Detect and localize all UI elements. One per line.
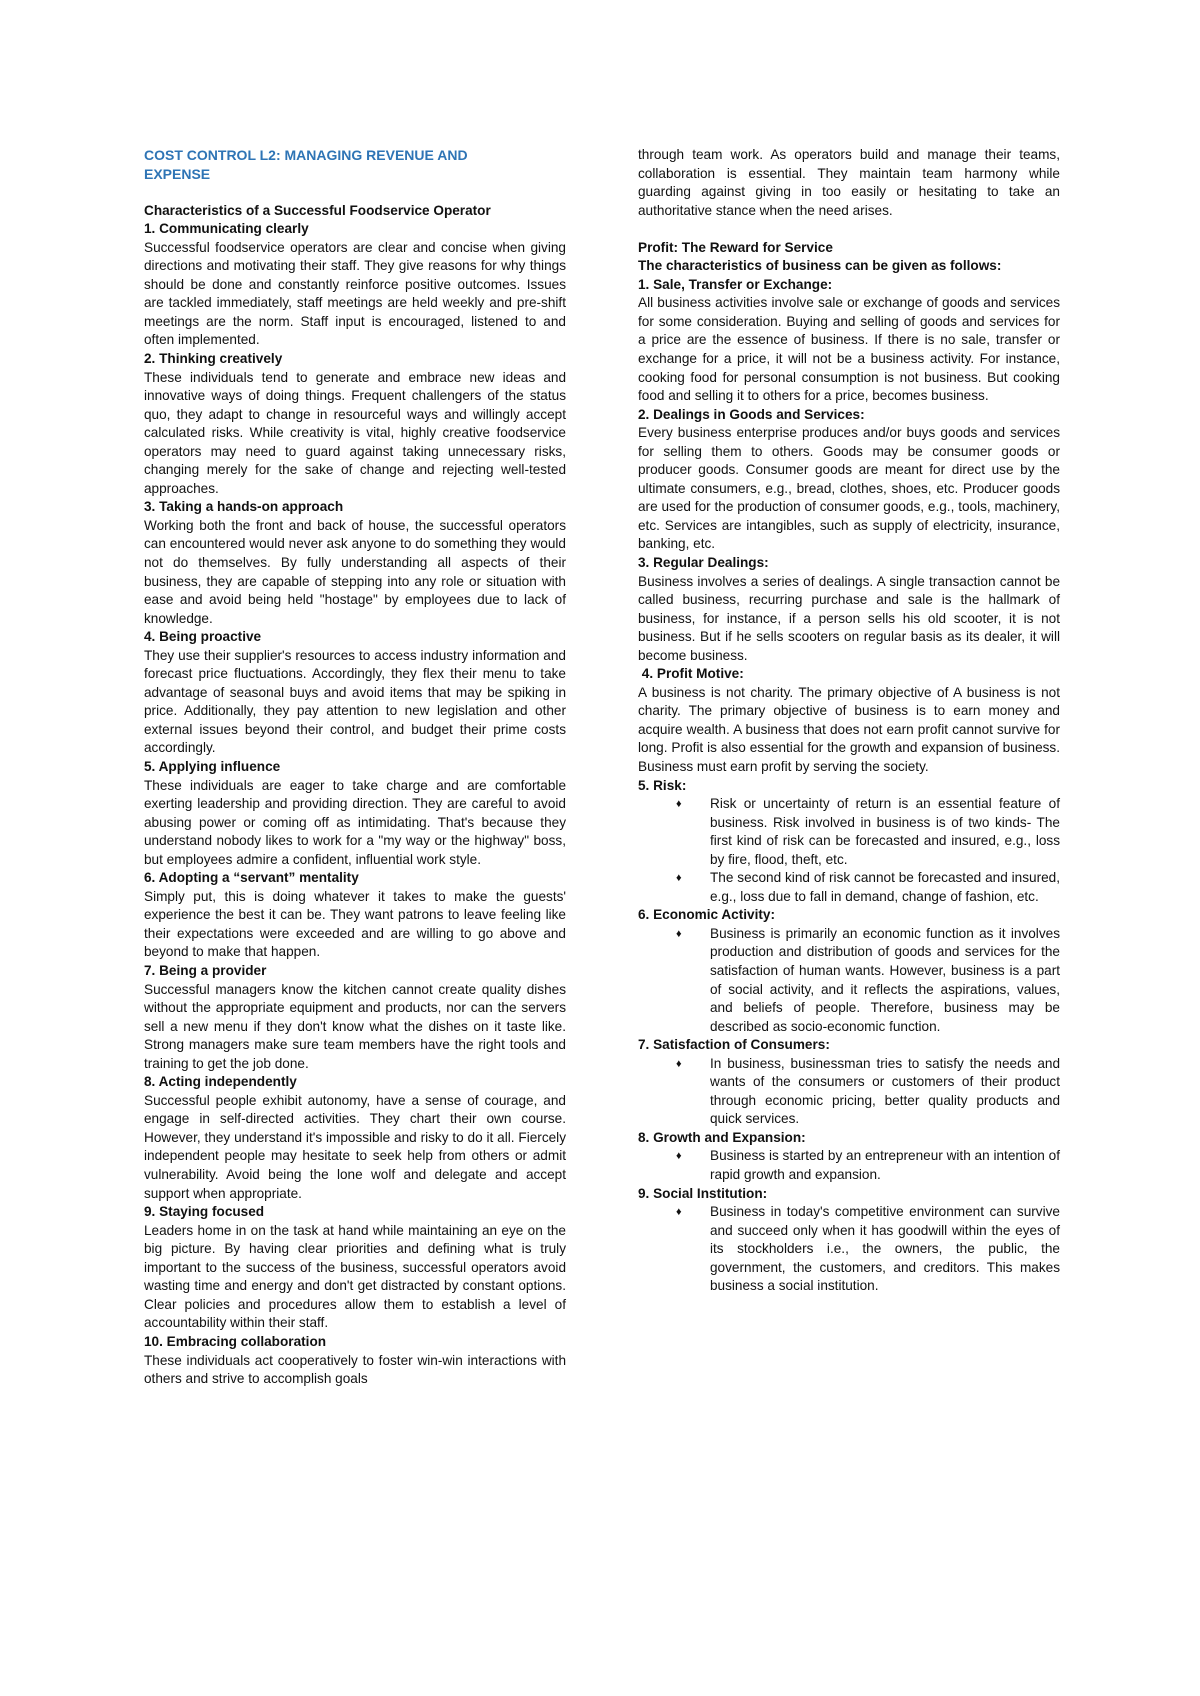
item-text: Leaders home in on the task at hand while maintaining an eye on the big picture. By having clear priorities and defining what is truly important to the success of the business, successful operators avoid wasting time and energy and don't get distracted by constant options. Clear policies and procedures allow them to establish a level of accountability within their staff. bbox=[144, 1222, 566, 1331]
item-heading: 9. Social Institution: bbox=[638, 1185, 768, 1201]
continuation-text: through team work. As operators build and manage their teams, collaboration is essential. They maintain team harmony while guarding against giving in too easily or hesitating to take an authoritative stance when the need arises. bbox=[638, 147, 1060, 218]
diamond-bullet-icon: ♦ bbox=[676, 927, 682, 940]
item-text: Simply put, this is doing whatever it takes to make the guests' experience the best it can be. They want patrons to leave feeling like their expectations were exceeded and are willing to go above and beyond to make that happen. bbox=[144, 888, 566, 960]
diamond-bullet-icon: ♦ bbox=[676, 872, 682, 885]
item-text: Successful foodservice operators are clear and concise when giving directions and motivating their staff. They give reasons for why things should be done and constantly reinforce positive outcomes. Issues are tackled immediately, staff meetings are held weekly and pre-shift meetings are the norm. Staff input is encouraged, listened to and often implemented. bbox=[144, 239, 566, 348]
bullet-list bbox=[638, 1147, 1060, 1184]
item-heading: 9. Staying focused bbox=[144, 1204, 265, 1220]
item-heading: 5. Applying influence bbox=[144, 759, 281, 774]
item-text: Successful people exhibit autonomy, have a sense of courage, and engage in self-directed activities. They chart their own course. However, they understand it's impossible and risky to do it all. Fiercely independent people may hesitate to seek help from others or admit vulnerability. Avoid being the lone wolf and delegate and accept support when appropriate. bbox=[144, 1092, 566, 1201]
diamond-bullet-icon: ♦ bbox=[676, 1150, 682, 1163]
bullet-item bbox=[638, 1147, 1060, 1184]
bullet-item bbox=[638, 1203, 1060, 1296]
bullet-item bbox=[638, 1055, 1060, 1129]
bullet-text: The second kind of risk cannot be forecasted and insured, e.g., loss due to fall in demand, change of fashion, etc. bbox=[710, 870, 1060, 904]
item-heading: 2. Thinking creatively bbox=[144, 350, 283, 366]
item-text: These individuals are eager to take charge and are comfortable exerting leadership and providing direction. They are careful to avoid abusing power or coming off as intimidating. That's because they understand nobody likes to work for a "my way or the highway" boss, but employees admire a confident, influential work style. bbox=[144, 777, 566, 867]
bullet-list bbox=[638, 925, 1060, 1036]
item-text: Every business enterprise produces and/or buys goods and services for selling them to others. Goods may be consumer goods or producer goods. Consumer goods are meant for direct use by the ultimate consumers, e.g., bread, clothes, shoes, etc. Producer goods are used for the production of consumer goods, e.g., tools, machinery, etc. Services are intangibles, such as supply of electricity, insurance, banking, etc. bbox=[638, 425, 1060, 552]
item-heading: 3. Regular Dealings: bbox=[638, 554, 769, 570]
item-heading: 4. Being proactive bbox=[144, 629, 262, 645]
item-text: Business involves a series of dealings. A single transaction cannot be called business, recurring purchase and sale is the hallmark of business, for instance, if a person sells his old scooter, it is not business. But if he sells scooters on regular basis as its dealer, it will become business. bbox=[638, 573, 1060, 663]
item-heading: 1. Sale, Transfer or Exchange: bbox=[638, 276, 833, 292]
item-heading: 7. Satisfaction of Consumers: bbox=[638, 1037, 830, 1053]
item-heading: 2. Dealings in Goods and Services: bbox=[638, 406, 865, 422]
diamond-bullet-icon: ♦ bbox=[676, 798, 682, 811]
bullet-item bbox=[638, 925, 1060, 1036]
bullet-item bbox=[638, 869, 1060, 906]
bullet-item bbox=[638, 795, 1060, 869]
diamond-bullet-icon: ♦ bbox=[676, 1057, 682, 1070]
item-text: A business is not charity. The primary objective of A business is not charity. The primary objective of business is to earn money and acquire wealth. A business that does not earn profit cannot survive for long. Profit is also essential for the growth and expansion of business. Business must earn profit by serving the society. bbox=[638, 684, 1060, 774]
item-heading: 7. Being a provider bbox=[144, 963, 267, 979]
item-text: These individuals tend to generate and embrace new ideas and innovative ways of doing things. Frequent challengers of the status quo, they adapt to change in resourceful ways and willingly accept calculated risks. While creativity is vital, highly creative foodservice operators may need to guard against taking unnecessary risks, changing merely for the sake of change and rejecting well-tested approaches. bbox=[144, 369, 566, 496]
bullet-list bbox=[638, 1055, 1060, 1129]
item-heading: 3. Taking a hands-on approach bbox=[144, 499, 344, 515]
bullet-text: In business, businessman tries to satisfy the needs and wants of the consumers or customers of their product through economic pricing, better quality products and quick services. bbox=[710, 1055, 1060, 1127]
bullet-list bbox=[638, 795, 1060, 906]
item-heading: 4. Profit Motive: bbox=[638, 666, 744, 682]
left-column bbox=[144, 146, 566, 1389]
bullet-text: Business in today's competitive environment can survive and succeed only when it has goodwill within the eyes of its stockholders i.e., the owners, the public, the government, the customers, and creditors. This makes business a social institution. bbox=[710, 1204, 1060, 1294]
item-text: All business activities involve sale or exchange of goods and services for some consideration. Buying and selling of goods and services for a price are the essence of business. If there is no sale, transfer or exchange for a price, it will not be a business activity. For instance, cooking food for personal consumption is not business. But cooking food and selling it to others for a price, becomes business. bbox=[638, 295, 1060, 404]
section-heading: Characteristics of a Successful Foodservice Operator bbox=[144, 202, 491, 218]
right-column bbox=[638, 146, 1060, 1296]
item-text: These individuals act cooperatively to foster win-win interactions with others and strive to accomplish goals bbox=[144, 1352, 566, 1387]
item-heading: 5. Risk: bbox=[638, 777, 687, 793]
bullet-text: Business is started by an entrepreneur with an intention of rapid growth and expansion. bbox=[710, 1148, 1060, 1183]
item-heading: 8. Growth and Expansion: bbox=[638, 1129, 806, 1145]
bullet-list bbox=[638, 1203, 1060, 1296]
section-heading: Profit: The Reward for Service bbox=[638, 239, 833, 255]
item-text: They use their supplier's resources to access industry information and forecast price fluctuations. Accordingly, they flex their menu to take advantage of seasonal buys and avoid items that may be spiking in price. Additionally, they pay attention to new legislation and other external issues beyond their control, and budget their prime costs accordingly. bbox=[144, 647, 566, 756]
document-title: COST CONTROL L2: MANAGING REVENUE AND EXPENSE bbox=[144, 147, 468, 182]
item-heading: 6. Adopting a “servant” mentality bbox=[144, 870, 359, 886]
spacer bbox=[638, 220, 1060, 239]
item-heading: 1. Communicating clearly bbox=[144, 221, 309, 237]
item-heading: 6. Economic Activity: bbox=[638, 907, 775, 923]
bullet-text: Risk or uncertainty of return is an essential feature of business. Risk involved in business is of two kinds- The first kind of risk can be forecasted and insured, e.g., loss by fire, flood, theft, etc. bbox=[710, 796, 1060, 867]
item-heading: 8. Acting independently bbox=[144, 1074, 297, 1090]
diamond-bullet-icon: ♦ bbox=[676, 1206, 682, 1219]
item-text: Successful managers know the kitchen cannot create quality dishes without the appropriate equipment and products, nor can the servers sell a new menu if they don't know what the dishes on it taste like. Strong managers make sure team members have the right tools and training to get the job done. bbox=[144, 981, 566, 1071]
bullet-text: Business is primarily an economic function as it involves production and distribution of goods and services for the satisfaction of human wants. However, business is a part of social activity, and it reflects the aspirations, values, and beliefs of people. Therefore, business may be described as socio-economic function. bbox=[710, 925, 1060, 1034]
section-heading: The characteristics of business can be given as follows: bbox=[638, 258, 1002, 274]
item-text: Working both the front and back of house, the successful operators can encountered would never ask anyone to do something they would not do themselves. By fully understanding all aspects of their business, they are capable of stepping into any role or situation with ease and avoid being held "hostage" by employees due to lack of knowledge. bbox=[144, 517, 566, 626]
item-heading: 10. Embracing collaboration bbox=[144, 1333, 327, 1349]
